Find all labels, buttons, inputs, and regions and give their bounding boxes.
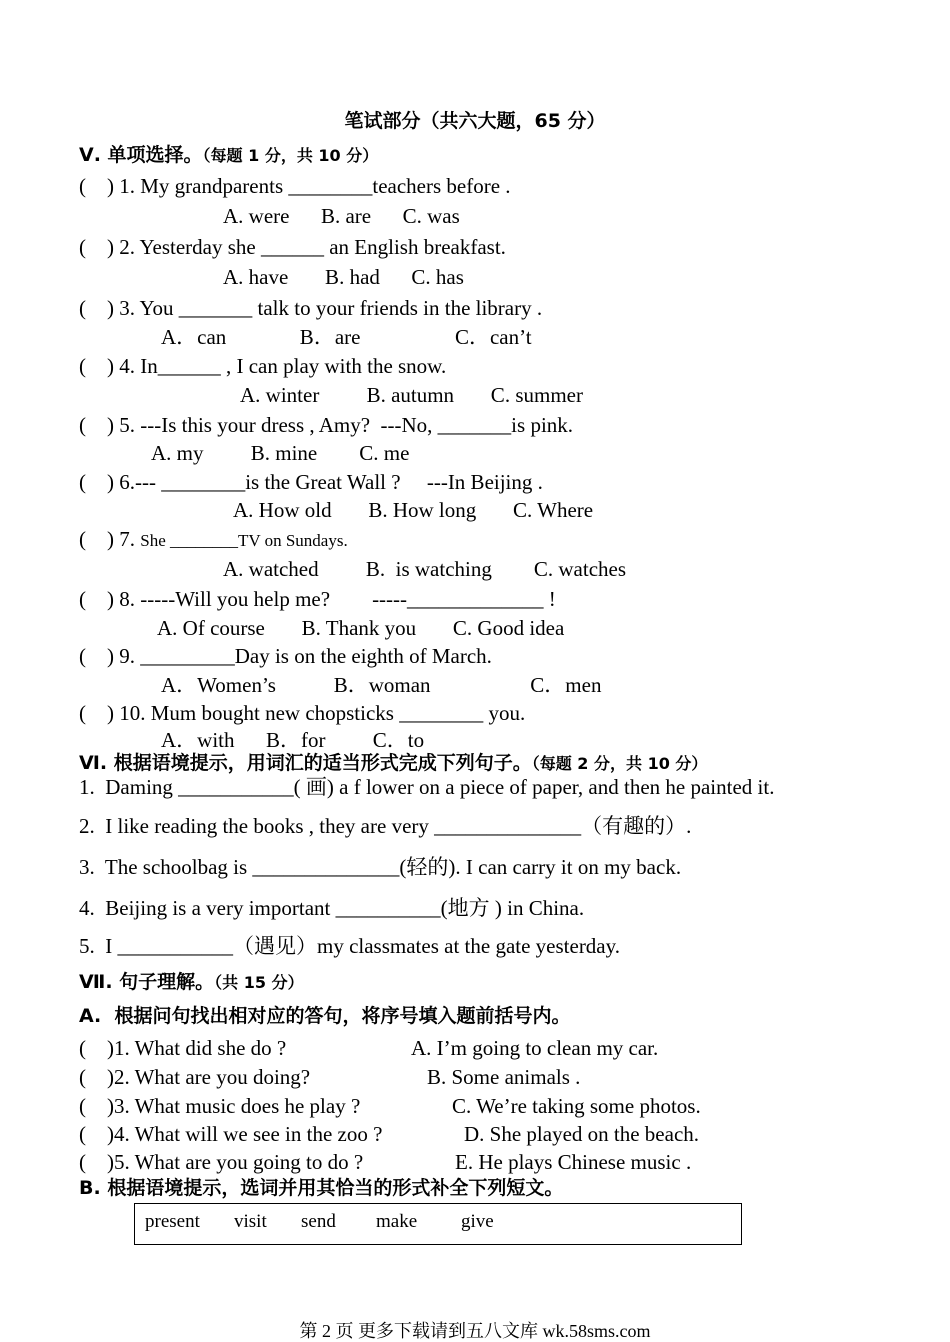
match-answer-c: C. We’re taking some photos. xyxy=(452,1094,701,1118)
question-1: ( ) 1. My grandparents ________teachers before . xyxy=(79,174,511,198)
match-question-1: ( )1. What did she do ? xyxy=(79,1036,287,1060)
options-6: A. How old B. How long C. Where xyxy=(233,498,594,522)
options-9: A．Women’s B．woman C．men xyxy=(161,673,602,697)
fill-item-3: 3. The schoolbag is ______________(轻的). I can carry it on my back. xyxy=(79,855,682,879)
match-question-5: ( )5. What are you going to do ? xyxy=(79,1150,364,1174)
word-bank-item: make xyxy=(376,1211,418,1232)
match-question-3: ( )3. What music does he play ? xyxy=(79,1094,361,1118)
match-answer-a: A. I’m going to clean my car. xyxy=(411,1036,659,1060)
options-3: A．can B．are C．can’t xyxy=(161,325,532,349)
word-bank-item: visit xyxy=(234,1211,267,1232)
page-title: 笔试部分（共六大题，65 分） xyxy=(344,110,606,132)
question-3: ( ) 3. You _______ talk to your friends in the library . xyxy=(79,296,543,320)
match-answer-e: E. He plays Chinese music . xyxy=(455,1150,692,1174)
options-7: A. watched B. is watching C. watches xyxy=(223,557,627,581)
word-bank-item: send xyxy=(301,1211,336,1232)
question-2: ( ) 2. Yesterday she ______ an English breakfast. xyxy=(79,235,506,259)
options-10: A．with B．for C．to xyxy=(161,728,425,752)
match-answer-d: D. She played on the beach. xyxy=(464,1122,700,1146)
word-bank-item: present xyxy=(145,1211,200,1232)
match-question-2: ( )2. What are you doing? xyxy=(79,1065,311,1089)
question-7: ( ) 7. She ________TV on Sundays. xyxy=(79,527,348,551)
question-4: ( ) 4. In______ , I can play with the snow. xyxy=(79,354,447,378)
word-bank-box xyxy=(134,1203,742,1245)
options-2: A. have B. had C. has xyxy=(223,265,464,289)
options-4: A. winter B. autumn C. summer xyxy=(240,383,583,407)
fill-item-5: 5. I ___________（遇见）my classmates at the gate yesterday. xyxy=(79,934,621,958)
options-5: A. my B. mine C. me xyxy=(151,441,410,465)
part-b-heading: B. 根据语境提示，选词并用其恰当的形式补全下列短文。 xyxy=(79,1177,564,1199)
question-9: ( ) 9. _________Day is on the eighth of March. xyxy=(79,644,492,668)
question-8: ( ) 8. -----Will you help me? -----_____________ ! xyxy=(79,587,556,611)
part-a-heading: A. 根据问句找出相对应的答句，将序号填入题前括号内。 xyxy=(79,1005,571,1027)
question-6: ( ) 6.--- ________is the Great Wall ? ---In Beijing . xyxy=(79,470,543,494)
fill-item-2: 2. I like reading the books , they are very ______________（有趣的）. xyxy=(79,814,692,838)
question-10: ( ) 10. Mum bought new chopsticks ________ you. xyxy=(79,701,526,725)
match-answer-b: B. Some animals . xyxy=(427,1065,581,1089)
section-5-heading: Ⅴ. 单项选择。（每题 1 分，共 10 分） xyxy=(79,144,379,166)
section-7-heading: Ⅶ. 句子理解。（共 15 分） xyxy=(79,971,304,993)
options-8: A. Of course B. Thank you C. Good idea xyxy=(157,616,565,640)
match-question-4: ( )4. What will we see in the zoo ? xyxy=(79,1122,383,1146)
fill-item-4: 4. Beijing is a very important __________(地方 ) in China. xyxy=(79,896,585,920)
options-1: A. were B. are C. was xyxy=(223,204,460,228)
page-footer: 第 2 页 更多下载请到五八文库 wk.58sms.com xyxy=(299,1321,651,1341)
fill-item-1: 1. Daming ___________( 画) a f lower on a piece of paper, and then he painted it. xyxy=(79,775,775,799)
question-5: ( ) 5. ---Is this your dress , Amy? ---No, _______is pink. xyxy=(79,413,574,437)
section-6-heading: Ⅵ. 根据语境提示，用词汇的适当形式完成下列句子。（每题 2 分，共 10 分） xyxy=(79,752,708,774)
word-bank-item: give xyxy=(461,1211,494,1232)
